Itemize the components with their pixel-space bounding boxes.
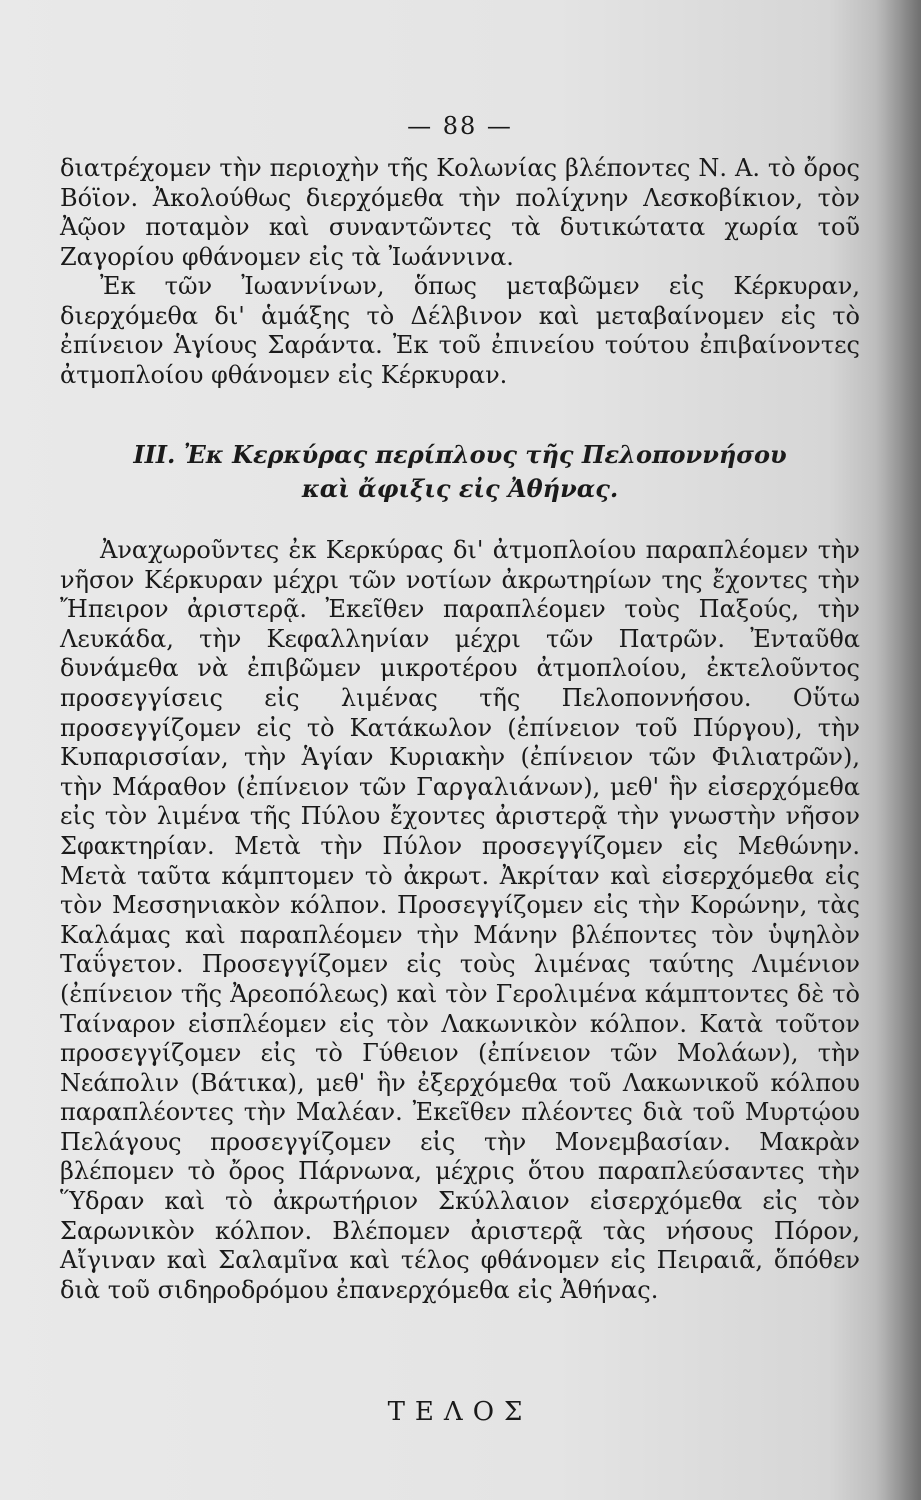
paragraph-1: διατρέχομεν τὴν περιοχὴν τῆς Κολωνίας βλέποντες Ν. Α. τὸ ὄρος Βόϊον. Ἀκολούθως διερχόμεθα τὴν πολίχνην Λεσκοβίκιον, τὸν Ἀῷον ποταμὸν καὶ συναντῶντες τὰ δυτικώτατα χωρία τοῦ Ζαγορίου φθάνομεν εἰς τὰ Ἰωάννινα.: [60, 154, 860, 271]
end-mark: ΤΕΛΟΣ: [387, 1397, 533, 1428]
page-number: — 88 —: [407, 112, 513, 140]
paragraph-main: Ἀναχωροῦντες ἐκ Κερκύρας δι' ἀτμοπλοίου παραπλέομεν τὴν νῆσον Κέρκυραν μέχρι τῶν νοτίων ἀκρωτηρίων της ἔχοντες τὴν Ἤπειρον ἀριστερᾷ. Ἐκεῖθεν παραπλέομεν τοὺς Παξούς, τὴν Λευκάδα, τὴν Κεφαλληνίαν μέχρι τῶν Πατρῶν. Ἐνταῦθα δυνάμεθα νὰ ἐπιβῶμεν μικροτέρου ἀτμοπλοίου, ἐκτελοῦντος προσεγγίσεις εἰς λιμένας τῆς Πελοποννήσου. Οὕτω προσεγγίζομεν εἰς τὸ Κατάκωλον (ἐπίνειον τοῦ Πύργου), τὴν Κυπαρισσίαν, τὴν Ἁγίαν Κυριακὴν (ἐπίνειον τῶν Φιλιατρῶν), τὴν Μάραθον (ἐπίνειον τῶν Γαργαλιάνων), μεθ' ἣν εἰσερχόμεθα εἰς τὸν λιμένα τῆς Πύλου ἔχοντες ἀριστερᾷ τὴν γνωστὴν νῆσον Σφακτηρίαν. Μετὰ τὴν Πύλον προσεγγίζομεν εἰς Μεθώνην. Μετὰ ταῦτα κάμπτομεν τὸ ἀκρωτ. Ἀκρίταν καὶ εἰσερχόμεθα εἰς τὸν Μεσσηνιακὸν κόλπον. Προσεγγίζομεν εἰς τὴν Κορώνην, τὰς Καλάμας καὶ παραπλέομεν τὴν Μάνην βλέποντες τὸν ὑψηλὸν Ταΰγετον. Προσεγγίζομεν εἰς τοὺς λιμένας ταύτης Λιμένιον (ἐπίνειον τῆς Ἀρεοπόλεως) καὶ τὸν Γερολιμένα κάμπτοντες δὲ τὸ Ταίναρον εἰσπλέομεν εἰς τὸν Λακωνικὸν κόλπον. Κατὰ τοῦτον προσεγγίζομεν εἰς τὸ Γύθειον (ἐπίνειον τῶν Μολάων), τὴν Νεάπολιν (Βάτικα), μεθ' ἣν ἐξερχόμεθα τοῦ Λακωνικοῦ κόλπου παραπλέοντες τὴν Μαλέαν. Ἐκεῖθεν πλέοντες διὰ τοῦ Μυρτῴου Πελάγους προσεγγίζομεν εἰς τὴν Μονεμβασίαν. Μακρὰν βλέπομεν τὸ ὄρος Πάρνωνα, μέχρις ὅτου παραπλεύσαντες τὴν Ὕδραν καὶ τὸ ἀκρωτήριον Σκύλλαιον εἰσερχόμεθα εἰς τὸν Σαρωνικὸν κόλπον. Βλέπομεν ἀριστερᾷ τὰς νήσους Πόρον, Αἴγιναν καὶ Σαλαμῖνα καὶ τέλος φθάνομεν εἰς Πειραιᾶ, ὅπόθεν διὰ τοῦ σιδηροδρόμου ἐπανερχόμεθα εἰς Ἀθήνας.: [60, 536, 860, 1304]
section-title-line-2: καὶ ἄφιξις εἰς Ἀθήνας.: [301, 474, 619, 503]
paragraph-2: Ἐκ τῶν Ἰωαννίνων, ὅπως μεταβῶμεν εἰς Κέρκυραν, διερχόμεθα δι' ἁμάξης τὸ Δέλβινον καὶ μεταβαίνομεν εἰς τὸ ἐπίνειον Ἁγίους Σαράντα. Ἐκ τοῦ ἐπινείου τούτου ἐπιβαίνοντες ἀτμοπλοίου φθάνομεν εἰς Κέρκυραν.: [60, 272, 860, 389]
page-content: [60, 112, 860, 1427]
section-title-line-1: ΙΙΙ. Ἐκ Κερκύρας περίπλους τῆς Πελοποννήσου: [133, 440, 787, 469]
page-gutter-shadow: [875, 0, 921, 1500]
section-title: [60, 438, 860, 506]
